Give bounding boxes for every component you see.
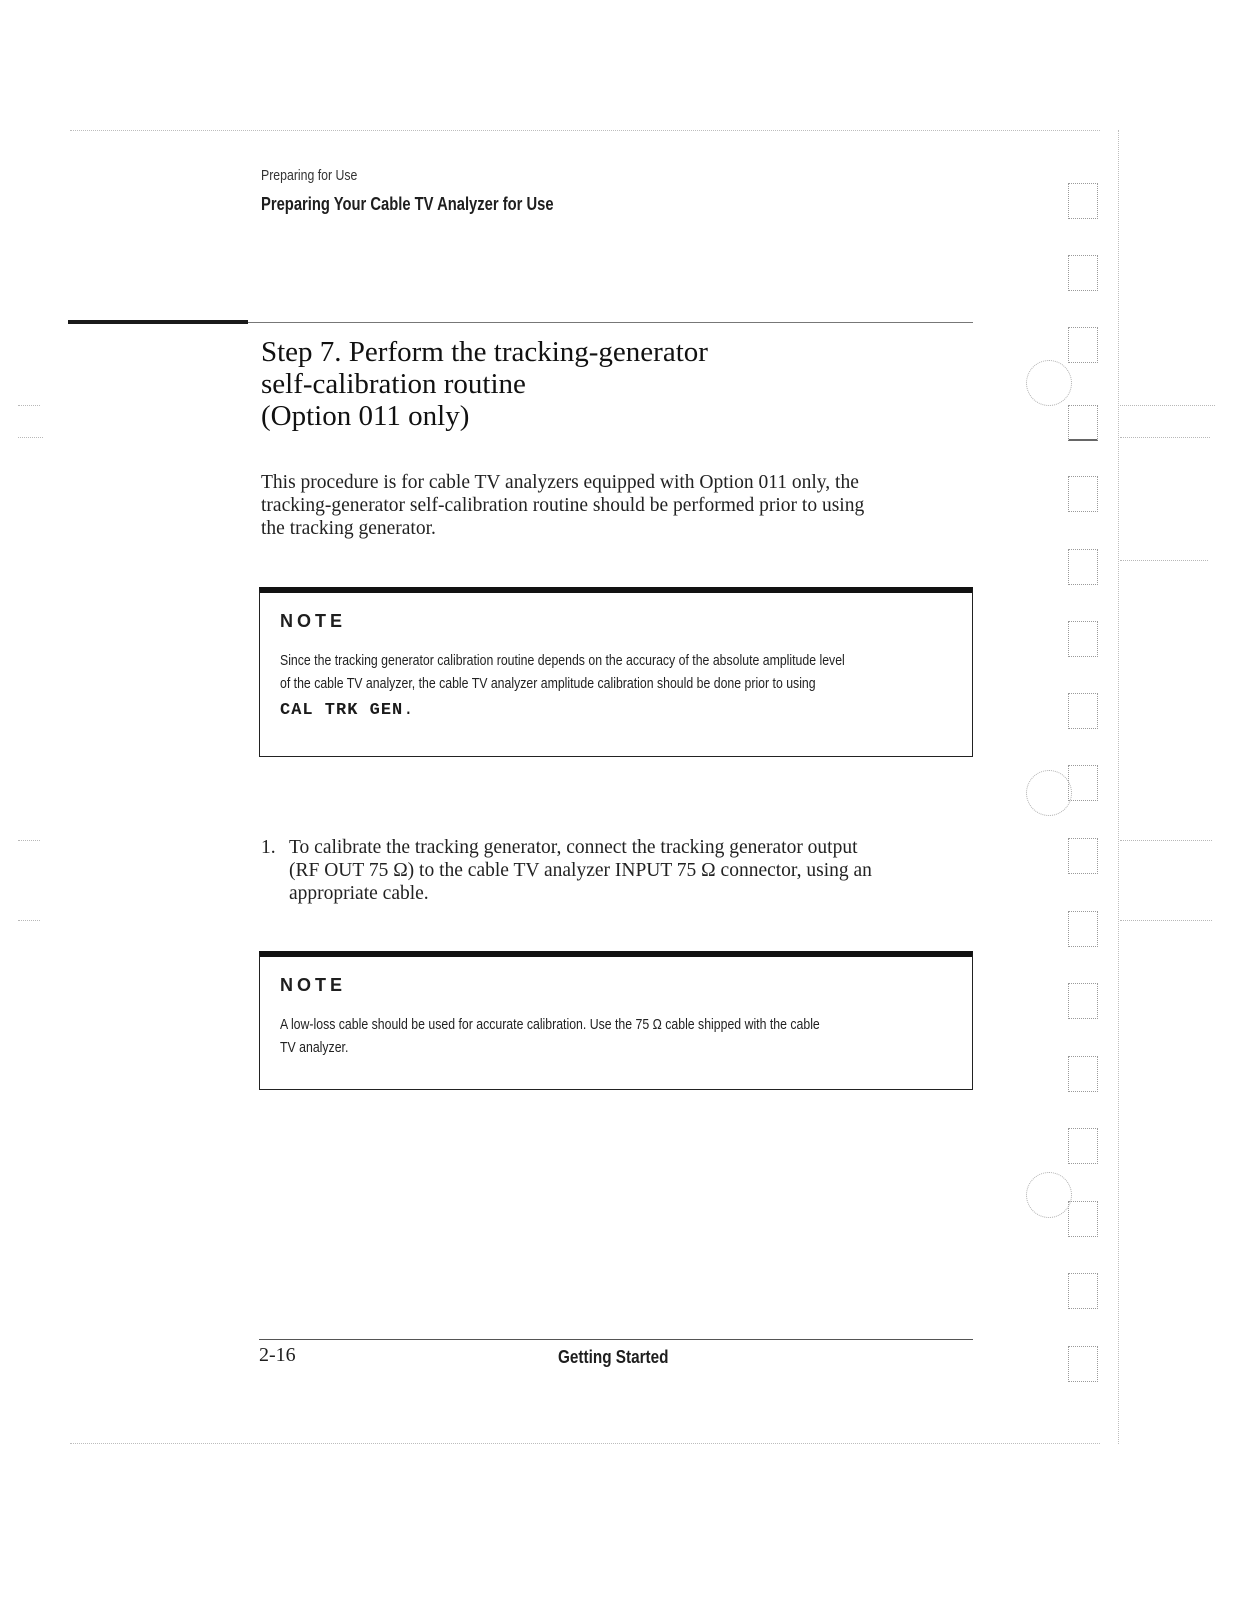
footer-rule bbox=[259, 1339, 973, 1340]
heading-rule-thick bbox=[68, 320, 248, 324]
binder-tab bbox=[1068, 621, 1098, 657]
page-frame-bottom bbox=[70, 1443, 1100, 1444]
intro-line: This procedure is for cable TV analyzers equipped with Option 011 only, the bbox=[261, 472, 859, 493]
softkey-label: CAL TRK GEN bbox=[280, 701, 404, 720]
step-text-line: To calibrate the tracking generator, connect the tracking generator output bbox=[289, 837, 858, 858]
softkey-cal-trk-gen bbox=[280, 701, 414, 720]
intro-paragraph bbox=[261, 471, 981, 540]
binder-tab bbox=[1068, 765, 1098, 801]
margin-mark bbox=[18, 920, 40, 921]
intro-line: the tracking generator. bbox=[261, 518, 436, 539]
heading-rule-thin bbox=[248, 322, 973, 323]
margin-mark bbox=[1120, 405, 1215, 406]
softkey-suffix: . bbox=[403, 701, 415, 720]
note-text-line: Since the tracking generator calibration routine depends on the accuracy of the absolute amplitude level bbox=[280, 652, 845, 669]
punch-hole bbox=[1026, 1172, 1072, 1218]
binder-tab bbox=[1068, 693, 1098, 729]
page-title-line: Step 7. Perform the tracking-generator bbox=[261, 336, 708, 368]
binder-tab bbox=[1068, 983, 1098, 1019]
binder-tab bbox=[1068, 838, 1098, 874]
section-label: Preparing for Use bbox=[261, 167, 358, 184]
margin-mark bbox=[1120, 840, 1212, 841]
binder-tab bbox=[1068, 183, 1098, 219]
binder-tab bbox=[1068, 549, 1098, 585]
note-title: NOTE bbox=[280, 975, 347, 995]
page-frame-right bbox=[1118, 130, 1119, 1444]
margin-mark bbox=[1120, 920, 1212, 921]
page-title bbox=[261, 336, 961, 432]
page-title-line: self-calibration routine bbox=[261, 368, 526, 400]
page-title-line: (Option 011 only) bbox=[261, 400, 470, 432]
step-text-line: appropriate cable. bbox=[289, 883, 429, 904]
binder-tab bbox=[1068, 911, 1098, 947]
margin-mark bbox=[18, 840, 40, 841]
note-box-calibration bbox=[259, 587, 973, 757]
binder-tab bbox=[1068, 1273, 1098, 1309]
footer-title: Getting Started bbox=[558, 1347, 669, 1367]
binder-tab bbox=[1068, 405, 1098, 441]
step-number: 1. bbox=[261, 837, 276, 858]
note-text-line: A low-loss cable should be used for accurate calibration. Use the 75 Ω cable shipped with the cable bbox=[280, 1016, 820, 1033]
note-title: NOTE bbox=[280, 611, 347, 631]
punch-hole bbox=[1026, 360, 1072, 406]
binder-tab bbox=[1068, 255, 1098, 291]
note-box-cable bbox=[259, 951, 973, 1090]
binder-tab bbox=[1068, 1128, 1098, 1164]
binder-tab bbox=[1068, 1346, 1098, 1382]
page-frame-top bbox=[70, 130, 1100, 131]
binder-tab bbox=[1068, 1056, 1098, 1092]
margin-mark bbox=[1120, 560, 1208, 561]
binder-tab bbox=[1068, 327, 1098, 363]
binder-tab bbox=[1068, 476, 1098, 512]
intro-line: tracking-generator self-calibration routine should be performed prior to using bbox=[261, 495, 865, 516]
margin-mark bbox=[18, 405, 40, 406]
margin-mark bbox=[1120, 437, 1210, 438]
margin-mark bbox=[18, 437, 43, 438]
punch-hole bbox=[1026, 770, 1072, 816]
chapter-label: Preparing Your Cable TV Analyzer for Use bbox=[261, 194, 554, 214]
page-number: 2-16 bbox=[259, 1344, 296, 1366]
step-text-line: (RF OUT 75 Ω) to the cable TV analyzer INPUT 75 Ω connector, using an bbox=[289, 860, 872, 881]
note-text-line: of the cable TV analyzer, the cable TV analyzer amplitude calibration should be done prior to using bbox=[280, 675, 816, 692]
binder-tab bbox=[1068, 1201, 1098, 1237]
note-text-line: TV analyzer. bbox=[280, 1039, 349, 1056]
